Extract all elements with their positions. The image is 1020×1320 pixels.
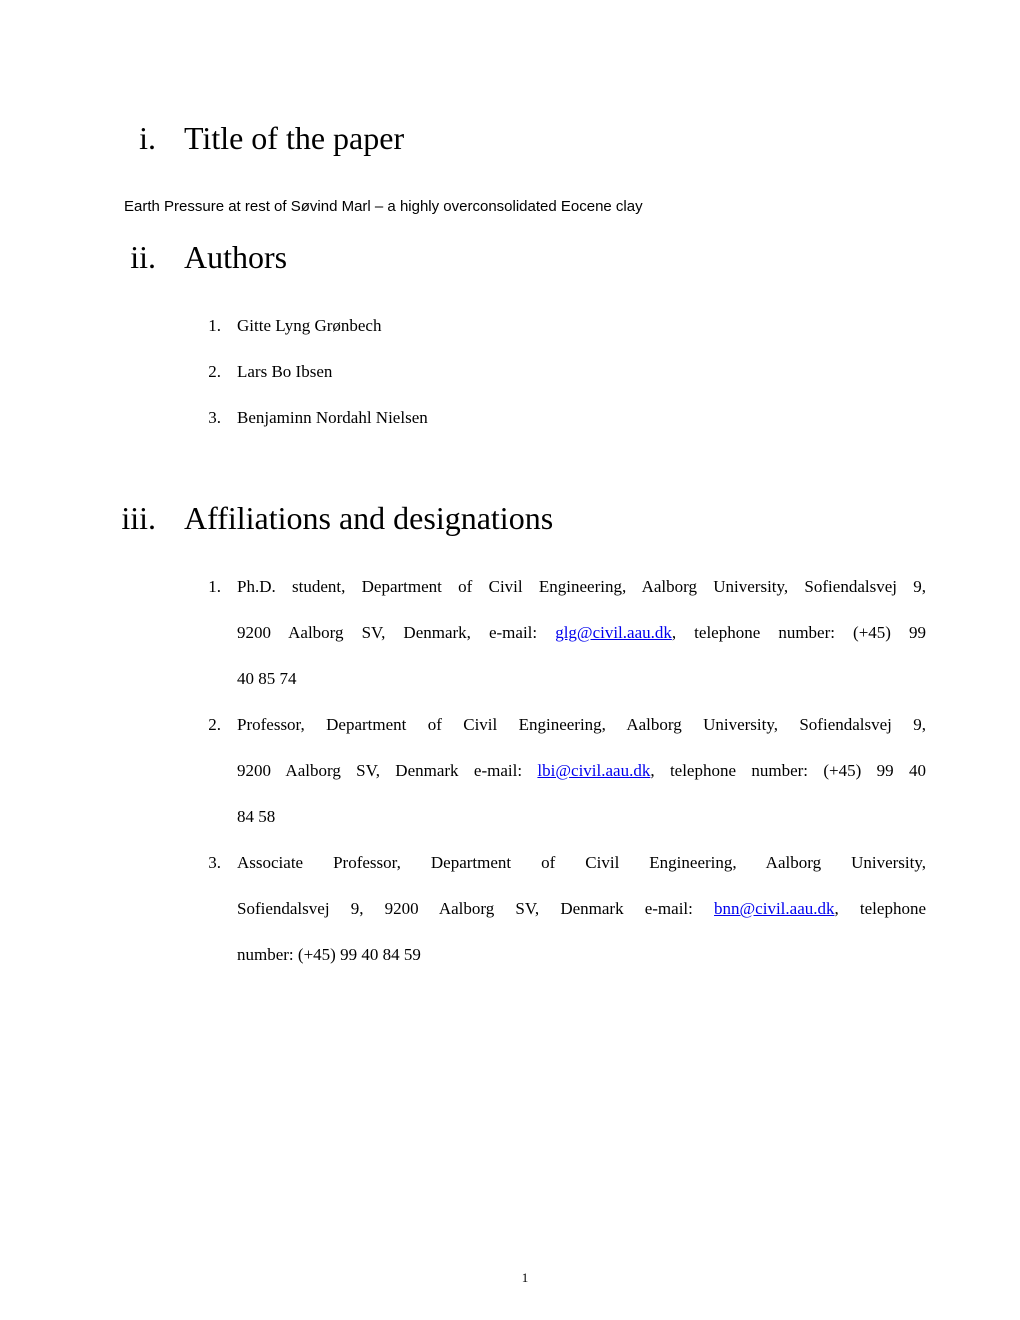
- affiliation-line: 84 58: [237, 807, 276, 826]
- affiliation-line: Associate Professor, Department of Civil Engineering, Aalborg University,: [237, 853, 926, 872]
- author-name: Gitte Lyng Grønbech: [237, 316, 382, 335]
- affiliation-text: , telephone number: (+45) 99 40: [650, 761, 926, 780]
- author-name: Lars Bo Ibsen: [237, 362, 333, 381]
- author-number: 3.: [208, 408, 221, 427]
- email-link[interactable]: lbi@civil.aau.dk: [537, 761, 651, 780]
- affiliation-line: number: (+45) 99 40 84 59: [237, 945, 421, 964]
- section-numeral-authors: ii.: [130, 239, 156, 275]
- affiliation-contact-line: [237, 623, 926, 643]
- section-heading-authors: Authors: [184, 239, 288, 275]
- email-link[interactable]: glg@civil.aau.dk: [555, 623, 672, 642]
- affiliation-text: 9200 Aalborg SV, Denmark, e-mail:: [237, 623, 538, 642]
- email-link[interactable]: bnn@civil.aau.dk: [714, 899, 835, 918]
- affiliation-text: 9200 Aalborg SV, Denmark e-mail:: [237, 761, 523, 780]
- affiliation-line: Ph.D. student, Department of Civil Engineering, Aalborg University, Sofiendalsvej 9,: [237, 577, 926, 596]
- author-number: 2.: [208, 362, 221, 381]
- section-heading-title: Title of the paper: [184, 120, 405, 156]
- affiliation-number: 3.: [208, 853, 221, 872]
- affiliation-text: Sofiendalsvej 9, 9200 Aalborg SV, Denmark e-mail:: [237, 899, 693, 918]
- section-heading-affiliations: Affiliations and designations: [184, 500, 554, 536]
- affiliation-number: 2.: [208, 715, 221, 734]
- section-numeral-affiliations: iii.: [121, 500, 156, 536]
- paper-title: Earth Pressure at rest of Søvind Marl – a highly overconsolidated Eocene clay: [124, 198, 643, 215]
- author-number: 1.: [208, 316, 221, 335]
- affiliation-line: Professor, Department of Civil Engineering, Aalborg University, Sofiendalsvej 9,: [237, 715, 926, 734]
- affiliation-contact-line: [237, 899, 926, 919]
- page-number: 1: [521, 1270, 529, 1285]
- affiliation-text: , telephone number: (+45) 99: [671, 623, 926, 642]
- affiliation-line: 40 85 74: [237, 669, 297, 688]
- section-numeral-title: i.: [139, 120, 156, 156]
- affiliation-contact-line: [237, 761, 926, 781]
- author-name: Benjaminn Nordahl Nielsen: [237, 408, 428, 427]
- affiliation-number: 1.: [208, 577, 221, 596]
- affiliation-text: , telephone: [834, 899, 926, 918]
